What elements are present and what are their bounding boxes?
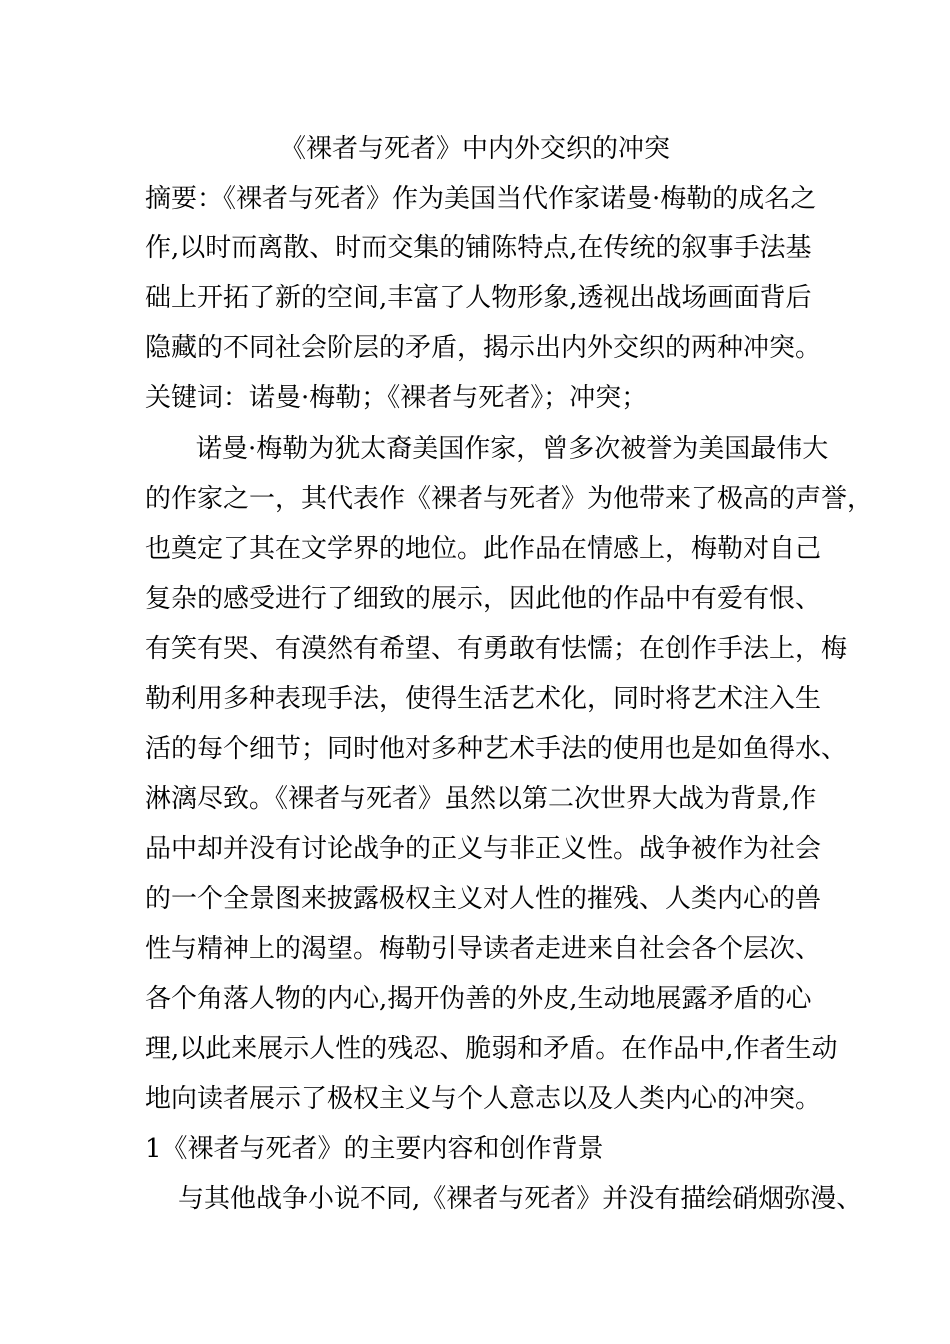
body-line-13: 理,以此来展示人性的残忍、脆弱和矛盾。在作品中,作者生动 xyxy=(145,1034,838,1064)
body-line-12: 各个角落人物的内心,揭开伪善的外皮,生动地展露矛盾的心 xyxy=(145,984,812,1014)
abstract-line-3: 础上开拓了新的空间,丰富了人物形象,透视出战场画面背后 xyxy=(145,283,812,313)
section-heading: 1《裸者与死者》的主要内容和创作背景 xyxy=(145,1134,604,1164)
body-line-6: 勒利用多种表现手法，使得生活艺术化，同时将艺术注入生 xyxy=(145,684,822,714)
body-line-10: 的一个全景图来披露极权主义对人性的摧残、人类内心的兽 xyxy=(145,884,822,914)
body-line-7: 活的每个细节；同时他对多种艺术手法的使用也是如鱼得水、 xyxy=(145,734,848,764)
body-line-3: 也奠定了其在文学界的地位。此作品在情感上，梅勒对自己 xyxy=(145,534,822,564)
body-line-2: 的作家之一，其代表作《裸者与死者》为他带来了极高的声誉， xyxy=(145,484,874,514)
section-first-line: 与其他战争小说不同,《裸者与死者》并没有描绘硝烟弥漫、 xyxy=(178,1184,863,1214)
document-title: 《裸者与死者》中内外交织的冲突 xyxy=(279,134,670,164)
keywords-line: 关键词：诺曼·梅勒；《裸者与死者》；冲突； xyxy=(145,383,648,413)
body-line-5: 有笑有哭、有漠然有希望、有勇敢有怯懦；在创作手法上，梅 xyxy=(145,634,848,664)
body-line-8: 淋漓尽致。《裸者与死者》虽然以第二次世界大战为背景,作 xyxy=(145,784,817,814)
body-line-4: 复杂的感受进行了细致的展示，因此他的作品中有爱有恨、 xyxy=(145,584,822,614)
abstract-line-1: 摘要：《裸者与死者》作为美国当代作家诺曼·梅勒的成名之 xyxy=(145,184,817,214)
abstract-line-2: 作,以时而离散、时而交集的铺陈特点,在传统的叙事手法基 xyxy=(145,233,812,263)
body-line-9: 品中却并没有讨论战争的正义与非正义性。战争被作为社会 xyxy=(145,834,822,864)
body-line-1: 诺曼·梅勒为犹太裔美国作家，曾多次被誉为美国最伟大 xyxy=(196,434,829,464)
abstract-line-4: 隐藏的不同社会阶层的矛盾，揭示出内外交织的两种冲突。 xyxy=(145,333,822,363)
body-line-11: 性与精神上的渴望。梅勒引导读者走进来自社会各个层次、 xyxy=(145,934,822,964)
body-line-14: 地向读者展示了极权主义与个人意志以及人类内心的冲突。 xyxy=(145,1084,822,1114)
